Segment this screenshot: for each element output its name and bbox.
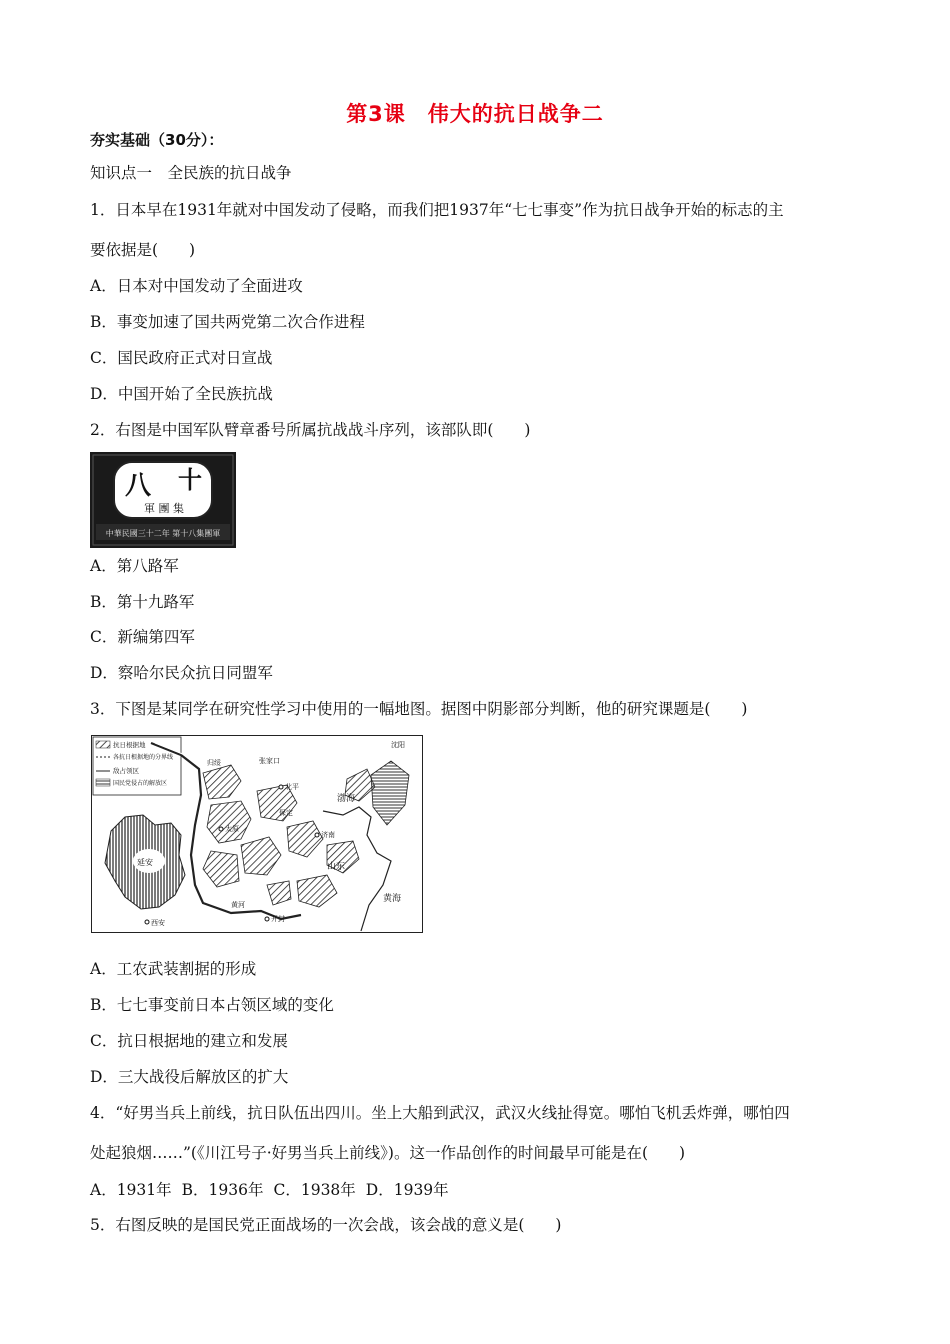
q3-stem: 3．下图是某同学在研究性学习中使用的一幅地图。据图中阴影部分判断，他的研究课题是( ) xyxy=(90,700,748,718)
map-label-baoding: 保定 xyxy=(279,809,293,817)
q3-option-a: A．工农武装割据的形成 xyxy=(90,960,257,978)
q5-stem: 5．右图反映的是国民党正面战场的一次会战，该会战的意义是( ) xyxy=(90,1216,562,1234)
q2-option-c: C．新编第四军 xyxy=(90,628,195,646)
knowledge-point-heading: 知识点一 全民族的抗日战争 xyxy=(90,164,292,182)
q1-stem-line1: 1．日本早在1931年就对中国发动了侵略，而我们把1937年“七七事变”作为抗日战争开始的标志的主 xyxy=(90,201,784,219)
badge-small-line: 軍 團 集 xyxy=(144,502,184,515)
map-label-bohai: 渤海 xyxy=(337,794,356,804)
q3-option-c: C．抗日根据地的建立和发展 xyxy=(90,1032,288,1050)
q2-option-a: A．第八路军 xyxy=(90,557,179,575)
q3-option-d: D．三大战役后解放区的扩大 xyxy=(90,1068,289,1086)
q1-option-d: D．中国开始了全民族抗战 xyxy=(90,385,273,403)
q2-option-b: B．第十九路军 xyxy=(90,593,195,611)
armband-badge-image xyxy=(90,452,236,548)
q4-stem-line2: 处起狼烟……”(《川江号子·好男当兵上前线》)。这一作品创作的时间最早可能是在( ) xyxy=(90,1144,686,1162)
map-label-shenyang: 沈阳 xyxy=(391,741,405,749)
lesson-title: 第3课 伟大的抗日战争二 xyxy=(346,102,604,126)
legend-base-area: 抗日根据地 xyxy=(113,741,146,749)
q4-option-c: C．1938年 xyxy=(273,1181,356,1199)
badge-bottom-line: 中華民國三十二年 第十八集團軍 xyxy=(105,529,221,538)
map-label-taiyuan: 太原 xyxy=(225,825,239,833)
q1-option-c: C．国民政府正式对日宣战 xyxy=(90,349,273,367)
map-label-shandong: 山东 xyxy=(327,862,346,872)
map-label-xian: 西安 xyxy=(151,919,165,927)
q1-option-b: B．事变加速了国共两党第二次合作进程 xyxy=(90,313,365,331)
base-area-map xyxy=(91,735,423,933)
section-heading: 夯实基础（30分）： xyxy=(90,131,224,149)
map-label-yellow-sea: 黄海 xyxy=(383,894,402,904)
q4-options-row xyxy=(90,1180,449,1200)
map-label-yellow-river: 黄河 xyxy=(231,901,245,909)
q4-option-d: D．1939年 xyxy=(365,1181,449,1199)
legend-boundary: 各抗日根据地的分界线 xyxy=(113,754,174,761)
q4-option-a: A．1931年 xyxy=(90,1181,172,1199)
map-label-beiping: 北平 xyxy=(285,783,299,791)
badge-char-left: 八 xyxy=(124,471,152,501)
q3-option-b: B．七七事变前日本占领区域的变化 xyxy=(90,996,334,1014)
map-label-yanan: 延安 xyxy=(137,858,153,867)
map-label-jinan: 济南 xyxy=(321,831,335,839)
legend-enemy-area: 敌占领区 xyxy=(113,767,139,775)
badge-char-right: 十 xyxy=(178,465,202,494)
q2-option-d: D．察哈尔民众抗日同盟军 xyxy=(90,664,273,682)
map-label-zhangjiakou: 张家口 xyxy=(259,757,280,765)
q4-option-b: B．1936年 xyxy=(181,1181,264,1199)
map-label-guisui: 归绥 xyxy=(207,759,221,767)
map-label-kaifeng: 开封 xyxy=(271,915,285,923)
q1-option-a: A．日本对中国发动了全面进攻 xyxy=(90,277,303,295)
legend-occupied-liberated: 国民党侵占的解放区 xyxy=(113,780,168,787)
q1-stem-line2: 要依据是( ) xyxy=(90,241,196,259)
q4-stem-line1: 4．“好男当兵上前线，抗日队伍出四川。坐上大船到武汉，武汉火线扯得宽。哪怕飞机丢炸弹，哪怕四 xyxy=(90,1104,790,1122)
q2-stem: 2．右图是中国军队臂章番号所属抗战战斗序列，该部队即( ) xyxy=(90,421,531,439)
